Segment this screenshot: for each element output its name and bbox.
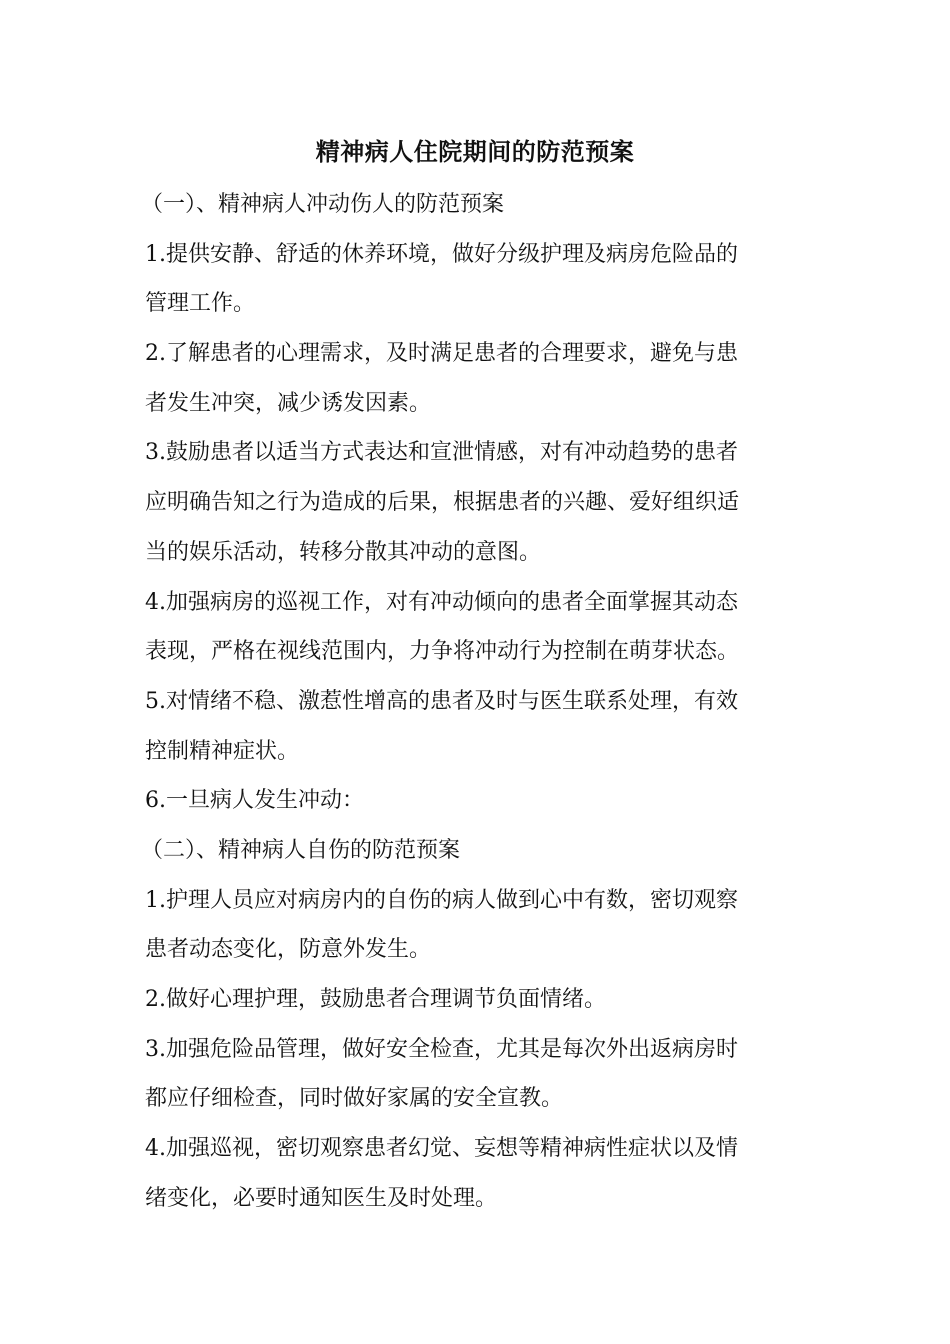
document-body (141, 180, 810, 1223)
paragraph-line: 1.护理人员应对病房内的自伤的病人做到心中有数，密切观察 (145, 887, 738, 913)
section-heading-1: （一）、精神病人冲动伤人的防范预案 (141, 192, 505, 217)
paragraph-line: 患者动态变化，防意外发生。 (145, 937, 432, 963)
section-heading-2: （二）、精神病人自伤的防范预案 (141, 837, 461, 863)
paragraph-line: 者发生冲突，减少诱发因素。 (145, 390, 432, 416)
paragraph-line: 1.提供安静、舒适的休养环境，做好分级护理及病房危险品的 (145, 241, 738, 267)
paragraph-line: 3.加强危险品管理，做好安全检查，尤其是每次外出返病房时 (145, 1036, 738, 1062)
paragraph-line: 应明确告知之行为造成的后果，根据患者的兴趣、爱好组织适 (145, 490, 740, 516)
paragraph-line: 5.对情绪不稳、激惹性增高的患者及时与医生联系处理，有效 (145, 688, 738, 714)
paragraph-line: 6.一旦病人发生冲动： (145, 788, 364, 814)
paragraph-line: 4.加强病房的巡视工作，对有冲动倾向的患者全面掌握其动态 (145, 589, 738, 615)
paragraph-line: 当的娱乐活动，转移分散其冲动的意图。 (145, 539, 542, 565)
paragraph-line: 2.了解患者的心理需求，及时满足患者的合理要求，避免与患 (145, 341, 738, 367)
document-title: 精神病人住院期间的防范预案 (315, 137, 635, 166)
paragraph-line: 表现，严格在视线范围内，力争将冲动行为控制在萌芽状态。 (145, 639, 740, 665)
paragraph-line: 2.做好心理护理，鼓励患者合理调节负面情绪。 (145, 987, 606, 1012)
paragraph-line: 管理工作。 (145, 291, 256, 317)
paragraph-line: 都应仔细检查，同时做好家属的安全宣教。 (145, 1086, 564, 1112)
paragraph-line: 3.鼓励患者以适当方式表达和宣泄情感，对有冲动趋势的患者 (145, 440, 738, 466)
paragraph-line: 绪变化，必要时通知医生及时处理。 (145, 1185, 498, 1211)
paragraph-line: 4.加强巡视，密切观察患者幻觉、妄想等精神病性症状以及情 (145, 1136, 738, 1162)
paragraph-line: 控制精神症状。 (145, 738, 300, 764)
